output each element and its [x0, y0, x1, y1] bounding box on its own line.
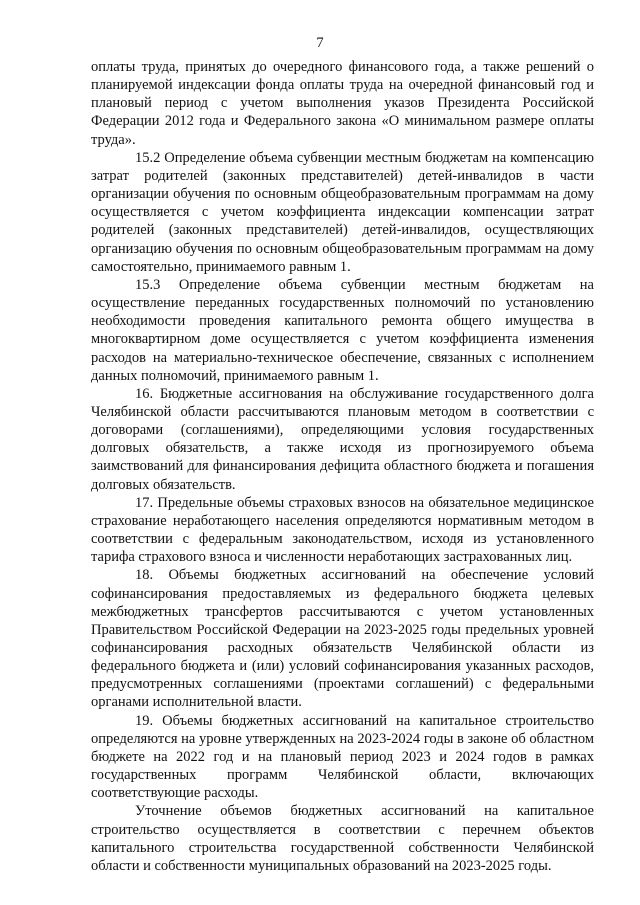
paragraph-15-2: 15.2 Определение объема субвенции местным бюджетам на компенсацию затрат родителей (законных представителей) детей-инвалидов в части организации обучения по основным общеобразовательным программам на дому осуществляется с учетом коэффициента индексации компенсации затрат родителей (законных представителей) детей-инвалидов, осуществляющих организацию обучения по основным общеобразовательным программам на дому самостоятельно, принимаемого равным 1. — [91, 149, 594, 275]
paragraph-16: 16. Бюджетные ассигнования на обслуживание государственного долга Челябинской области рассчитываются плановым методом в соответствии с договорами (соглашениями), определяющими условия государственных долговых обязательств, а также исходя из прогнозируемого объема заимствований для финансирования дефицита областного бюджета и погашения долговых обязательств. — [91, 385, 594, 493]
page-number: 7 — [316, 35, 324, 51]
paragraph-continuation: оплаты труда, принятых до очередного финансового года, а также решений о планируемой индексации фонда оплаты труда на очередной финансовый год и плановый период с учетом выполнения указов Президента Российской Федерации 2012 года и Федерального закона «О минимальном размере оплаты труда». — [91, 59, 594, 148]
paragraph-19-clarification: Уточнение объемов бюджетных ассигнований на капитальное строительство осуществляется в соответствии с перечнем объектов капитального строительства государственной собственности Челябинской области и собственности муниципальных образований на 2023-2025 годы. — [91, 803, 594, 874]
paragraph-15-3: 15.3 Определение объема субвенции местным бюджетам на осуществление переданных государственных полномочий по установлению необходимости проведения капитального ремонта общего имущества в многоквартирном доме осуществляется с учетом коэффициента изменения расходов на материально-техническое обеспечение, связанных с исполнением данных полномочий, принимаемого равным 1. — [91, 276, 594, 384]
paragraph-18: 18. Объемы бюджетных ассигнований на обеспечение условий софинансирования предоставляемых из федерального бюджета целевых межбюджетных трансфертов рассчитываются с учетом установленных Правительством Российской Федерации на 2023-2025 годы предельных уровней софинансирования расходных обязательств Челябинской области из федерального бюджета и (или) условий софинансирования указанных расходов, предусмотренных соглашениями (проектами соглашений) с федеральными органами исполнительной власти. — [91, 567, 594, 711]
paragraph-19: 19. Объемы бюджетных ассигнований на капитальное строительство определяются на уровне утвержденных на 2023-2024 годы в законе об областном бюджете на 2022 год и на плановый период 2023 и 2024 годов в рамках государственных программ Челябинской области, включающих соответствующие расходы. — [91, 712, 594, 802]
document-body — [91, 58, 594, 875]
paragraph-17: 17. Предельные объемы страховых взносов на обязательное медицинское страхование неработающего населения определяются нормативным методом в соответствии с федеральным законодательством, исходя из установленного тарифа страхового взноса и численности неработающих застрахованных лиц. — [91, 494, 594, 566]
